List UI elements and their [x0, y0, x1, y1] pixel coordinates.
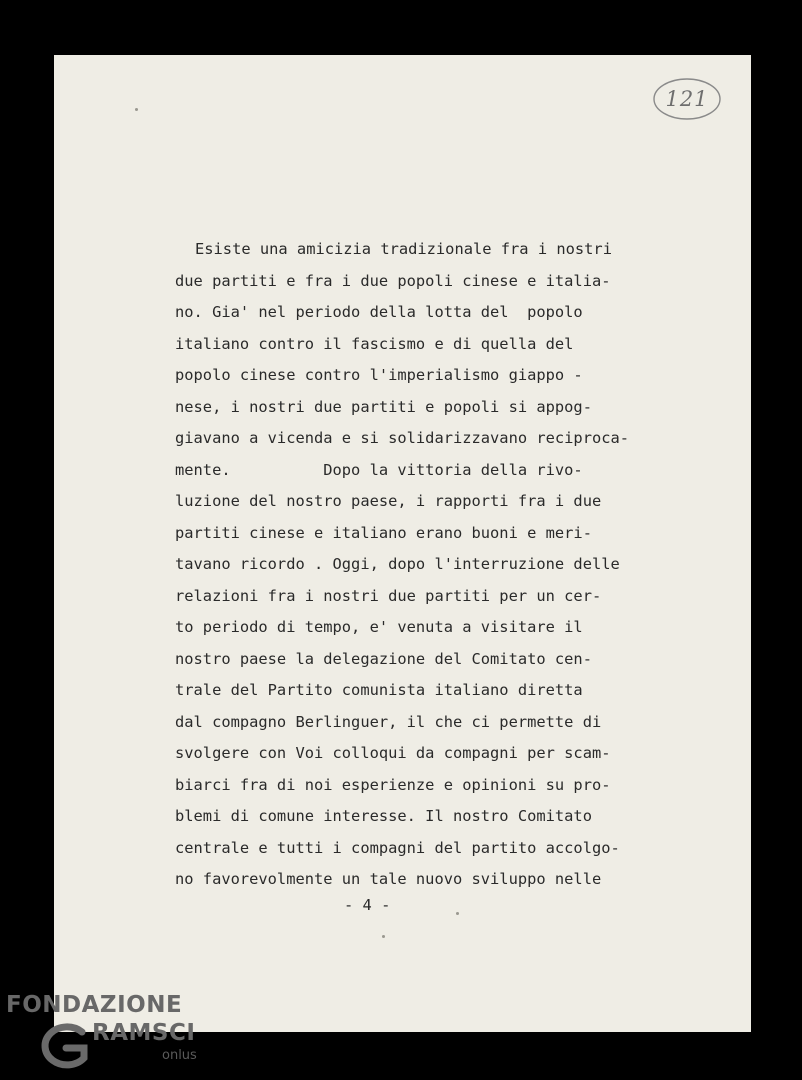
- typewritten-text: [175, 234, 635, 896]
- watermark-onlus: onlus: [162, 1048, 197, 1063]
- archive-number-stamp: [652, 76, 722, 122]
- text-line: relazioni fra i nostri due partiti per un cer-: [175, 586, 602, 605]
- watermark-g-logo: [32, 1022, 94, 1070]
- fondazione-gramsci-watermark: [6, 992, 206, 1072]
- text-line: dal compagno Berlinguer, il che ci permette di: [175, 712, 602, 731]
- text-line: partiti cinese e italiano erano buoni e meri-: [175, 523, 592, 542]
- text-line: nostro paese la delegazione del Comitato cen-: [175, 649, 592, 668]
- text-line: due partiti e fra i due popoli cinese e italia-: [175, 271, 611, 290]
- text-line: tavano ricordo . Oggi, dopo l'interruzione delle: [175, 555, 620, 573]
- text-line: nese, i nostri due partiti e popoli si appog-: [175, 397, 592, 416]
- paper-speck: [456, 912, 459, 915]
- text-line: svolgere con Voi colloqui da compagni per scam-: [175, 744, 611, 762]
- text-line: no favorevolmente un tale nuovo sviluppo nelle: [175, 870, 602, 888]
- text-line: italiano contro il fascismo e di quella del: [175, 334, 574, 353]
- text-line: luzione del nostro paese, i rapporti fra i due: [175, 492, 602, 510]
- text-line: popolo cinese contro l'imperialismo giappo -: [175, 366, 583, 384]
- paper-speck: [135, 108, 138, 111]
- text-line: biarci fra di noi esperienze e opinioni su pro-: [175, 775, 611, 794]
- watermark-line-1: FONDAZIONE: [6, 992, 183, 1018]
- text-line: giavano a vicenda e si solidarizzavano reciproca-: [175, 429, 630, 447]
- text-line: centrale e tutti i compagni del partito accolgo-: [175, 838, 620, 857]
- text-line: trale del Partito comunista italiano diretta: [175, 681, 583, 699]
- text-line: to periodo di tempo, e' venuta a visitare il: [175, 618, 583, 636]
- text-line: no. Gia' nel periodo della lotta del popolo: [175, 303, 583, 321]
- page-number: - 4 -: [344, 896, 391, 914]
- text-line: mente. Dopo la vittoria della rivo-: [175, 460, 583, 479]
- text-line: blemi di comune interesse. Il nostro Comitato: [175, 807, 592, 825]
- watermark-line-2: RAMSCI: [92, 1020, 196, 1046]
- text-line: Esiste una amicizia tradizionale fra i nostri: [195, 240, 612, 258]
- archive-number: 121: [665, 87, 709, 111]
- paper-speck: [382, 935, 385, 938]
